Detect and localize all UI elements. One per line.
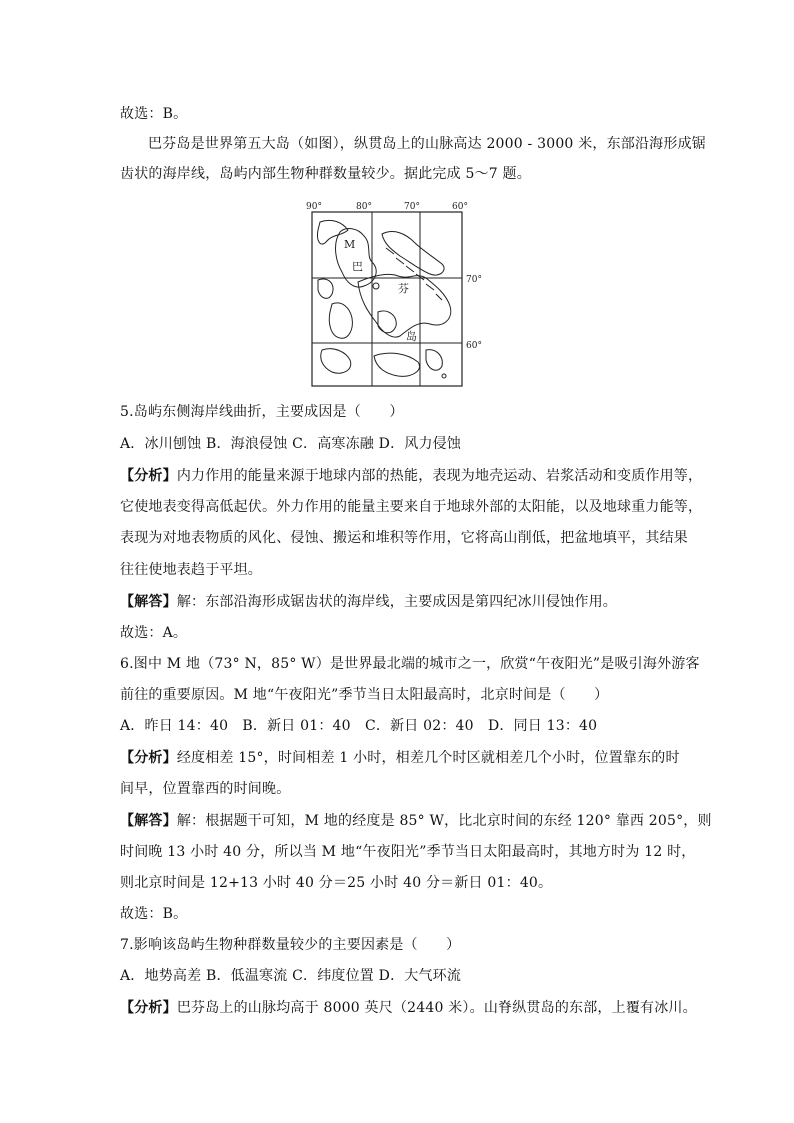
map-place-label: M xyxy=(344,238,356,251)
q6-answer-text-1: 解：根据题干可知，M 地的经度是 85° W，比北京时间的东经 120° 靠西 205°，则 xyxy=(176,813,712,829)
q6-answer-line-3: 则北京时间是 12+13 小时 40 分＝25 小时 40 分＝新日 01：40。 xyxy=(120,875,553,891)
q7-options: A．地势高差 B．低温寒流 C．纬度位置 D．大气环流 xyxy=(120,968,462,984)
q5-answer-text: 解：东部沿海形成锯齿状的海岸线，主要成因是第四纪冰川侵蚀作用。 xyxy=(176,594,618,610)
q5-answer-line xyxy=(120,592,617,612)
q7-stem: 7.影响该岛屿生物种群数量较少的主要因素是（ ） xyxy=(120,937,461,953)
map-latitude-label: 70° xyxy=(466,275,482,285)
map-latitude-label: 60° xyxy=(466,341,482,351)
q6-answer-line-2: 时间晚 13 小时 40 分，所以当 M 地“午夜阳光”季节当日太阳最高时，其地方时为 12 时， xyxy=(120,844,696,860)
q5-analysis-line-3: 表现为对地表物质的风化、侵蚀、搬运和堆积等作用，它将高山削低，把盆地填平，其结果 xyxy=(120,530,688,546)
q6-answer-tag: 【解答】 xyxy=(120,813,177,829)
q6-analysis-line-1 xyxy=(120,748,680,768)
map-longitude-label: 70° xyxy=(404,202,420,212)
map-place-label: 芬 xyxy=(398,282,409,295)
intro-line-1: 巴芬岛是世界第五大岛（如图），纵贯岛上的山脉高达 2000 - 3000 米，东部沿海形成锯 xyxy=(148,136,706,152)
map-place-label: 巴 xyxy=(352,260,363,273)
map-longitude-label: 90° xyxy=(306,202,322,212)
q6-choice: 故选：B。 xyxy=(120,906,188,922)
q7-analysis-tag: 【分析】 xyxy=(120,1000,177,1016)
q5-answer-tag: 【解答】 xyxy=(120,594,177,610)
q6-analysis-text-1: 经度相差 15°，时间相差 1 小时，相差几个时区就相差几个小时，位置靠东的时 xyxy=(176,750,680,766)
q6-analysis-tag: 【分析】 xyxy=(120,750,177,766)
q6-options: A．昨日 14：40 B．新日 01：40 C．新日 02：40 D．同日 13：40 xyxy=(120,718,598,734)
q7-analysis-line xyxy=(120,998,697,1018)
baffin-island-map xyxy=(302,200,482,390)
prev-answer-choice: 故选：B。 xyxy=(120,106,188,122)
q5-analysis-line-1 xyxy=(120,466,702,486)
q6-stem-line-1: 6.图中 M 地（73° N，85° W）是世界最北端的城市之一，欣赏“午夜阳光”是吸引海外游客 xyxy=(120,656,700,672)
q6-analysis-line-2: 间早，位置靠西的时间晚。 xyxy=(120,781,291,797)
q5-choice: 故选：A。 xyxy=(120,625,188,641)
q5-stem: 5.岛屿东侧海岸线曲折，主要成因是（ ） xyxy=(120,404,404,420)
map-longitude-label: 60° xyxy=(452,202,468,212)
q5-analysis-line-4: 往往使地表趋于平坦。 xyxy=(120,562,262,578)
intro-line-2: 齿状的海岸线，岛屿内部生物种群数量较少。据此完成 5～7 题。 xyxy=(120,166,531,182)
map-place-label: 岛 xyxy=(406,330,417,343)
q5-analysis-tag: 【分析】 xyxy=(120,468,177,484)
q5-analysis-line-2: 它使地表变得高低起伏。外力作用的能量主要来自于地球外部的太阳能，以及地球重力能等， xyxy=(120,499,703,515)
q6-stem-line-2: 前往的重要原因。M 地“午夜阳光”季节当日太阳最高时，北京时间是（ ） xyxy=(120,687,609,703)
q7-analysis-text: 巴芬岛上的山脉均高于 8000 英尺（2440 米）。山脊纵贯岛的东部，上覆有冰川。 xyxy=(176,1000,697,1016)
map-longitude-label: 80° xyxy=(356,202,372,212)
q5-options: A．冰川刨蚀 B．海浪侵蚀 C．高寒冻融 D．风力侵蚀 xyxy=(120,436,462,452)
q6-answer-line-1 xyxy=(120,811,712,831)
q5-analysis-text-1: 内力作用的能量来源于地球内部的热能，表现为地壳运动、岩浆活动和变质作用等， xyxy=(176,468,703,484)
